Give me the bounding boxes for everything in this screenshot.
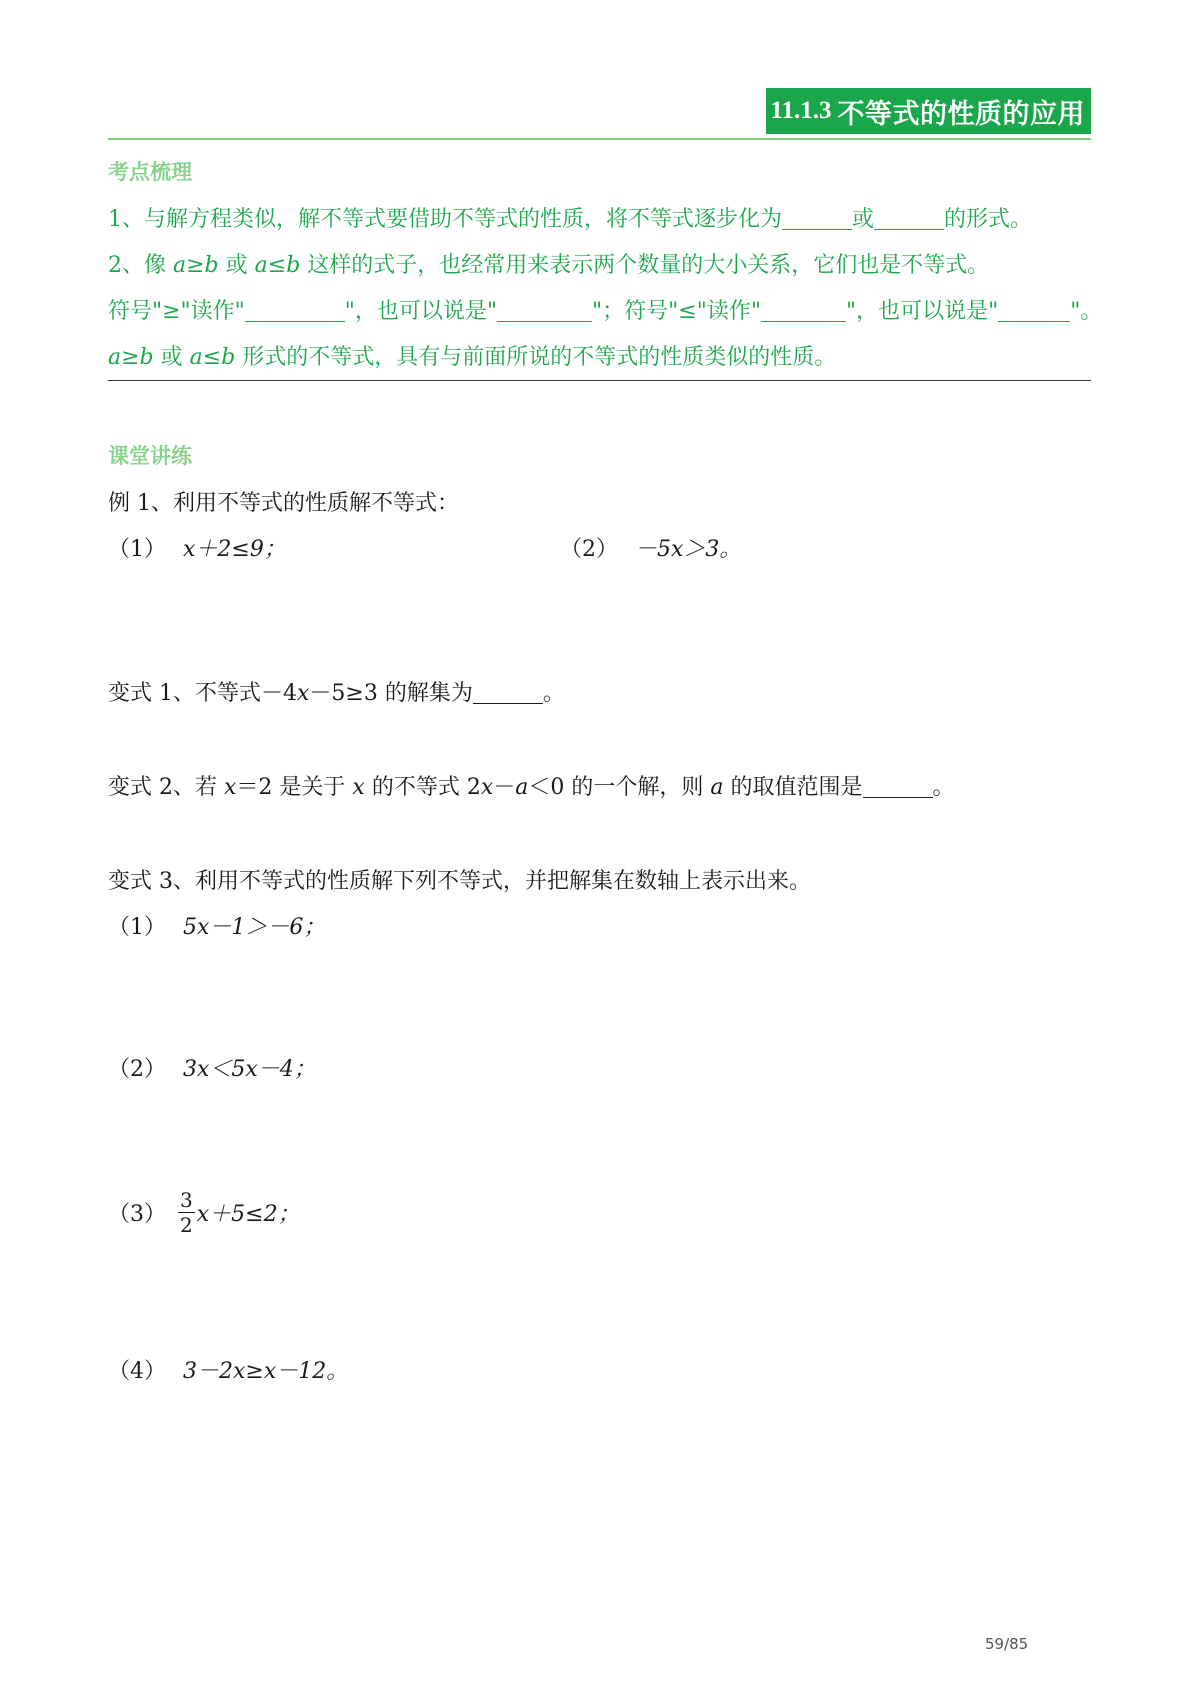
example-1-part-1 bbox=[108, 532, 286, 563]
point-line-3 bbox=[108, 294, 1102, 325]
point-4-text: 形式的不等式，具有与前面所说的不等式的性质类似的性质。 bbox=[242, 345, 837, 370]
example-1-part-2 bbox=[560, 532, 741, 563]
answer-blank bbox=[497, 297, 592, 322]
math-expression: 3x＜5x－4； bbox=[183, 1057, 316, 1082]
variant-2-text-2: ＝2 是关于 bbox=[236, 775, 346, 800]
variant-3-q2 bbox=[108, 1052, 316, 1083]
math-expression: 3－2x≥x－12。 bbox=[183, 1359, 349, 1384]
variant-2-text-4: ＜0 的一个解，则 bbox=[528, 775, 704, 800]
math-var-x: x bbox=[224, 775, 237, 800]
fraction-denominator: 2 bbox=[180, 1213, 193, 1237]
variant-3-q3 bbox=[108, 1190, 300, 1235]
section-heading-key-points: 考点梳理 bbox=[108, 160, 192, 184]
math-var-x: x bbox=[480, 775, 494, 800]
answer-blank bbox=[245, 297, 345, 322]
math-var-x: x bbox=[297, 681, 310, 706]
symbol-end: "。 bbox=[1070, 299, 1103, 324]
point-1-end: 的形式。 bbox=[944, 207, 1033, 232]
section-divider bbox=[108, 380, 1091, 381]
math-expression: x＋2≤9； bbox=[183, 537, 286, 562]
section-heading-classroom-practice: 课堂讲练 bbox=[108, 444, 192, 468]
answer-blank bbox=[782, 205, 852, 230]
symbol-le-read: "；符号"≤"读作" bbox=[592, 299, 761, 324]
answer-blank bbox=[874, 205, 944, 230]
answer-blank bbox=[863, 773, 933, 798]
part-label: （4） bbox=[108, 1359, 166, 1384]
point-4-or: 或 bbox=[160, 345, 183, 370]
math-a-ge-b: a≥b bbox=[173, 253, 219, 278]
variant-1 bbox=[108, 676, 565, 707]
point-1-or: 或 bbox=[852, 207, 875, 232]
point-2-or: 或 bbox=[225, 253, 248, 278]
variant-2-text-5: 的取值范围是 bbox=[730, 775, 863, 800]
variant-2-text-3: 的不等式 2 bbox=[371, 775, 481, 800]
point-2-text: 2、像 bbox=[108, 253, 166, 278]
part-label: （1） bbox=[108, 537, 166, 562]
variant-3-q4 bbox=[108, 1354, 348, 1385]
point-1-text: 1、与解方程类似，解不等式要借助不等式的性质，将不等式逐步化为 bbox=[108, 207, 782, 232]
part-label: （1） bbox=[108, 915, 166, 940]
symbol-ge-read: 符号"≥"读作" bbox=[108, 299, 245, 324]
math-var-a: a bbox=[710, 775, 724, 800]
math-minus: － bbox=[493, 775, 516, 800]
point-line-1 bbox=[108, 202, 1032, 233]
part-label: （3） bbox=[108, 1202, 166, 1227]
math-var-a: a bbox=[515, 775, 529, 800]
math-var-x: x bbox=[352, 775, 365, 800]
fraction-three-halves bbox=[178, 1190, 195, 1235]
answer-blank bbox=[473, 679, 543, 704]
page-number: 59/85 bbox=[985, 1635, 1029, 1653]
point-2-end: 这样的式子，也经常用来表示两个数量的大小关系，它们也是不等式。 bbox=[307, 253, 990, 278]
variant-2-text: 变式 2、若 bbox=[108, 775, 217, 800]
example-1-label: 例 1、利用不等式的性质解不等式： bbox=[108, 491, 459, 516]
symbol-ge-also: "，也可以说是" bbox=[344, 299, 498, 324]
title-banner bbox=[766, 88, 1091, 134]
math-a-ge-b: a≥b bbox=[108, 345, 154, 370]
title-number: 11.1.3 bbox=[770, 97, 832, 124]
point-line-4 bbox=[108, 340, 836, 371]
part-label: （2） bbox=[560, 537, 618, 562]
title-divider bbox=[108, 138, 1091, 140]
math-a-le-b: a≤b bbox=[254, 253, 301, 278]
answer-blank bbox=[998, 297, 1070, 322]
point-line-2 bbox=[108, 248, 989, 279]
math-expression: －5x＞3。 bbox=[635, 537, 742, 562]
math-expression: 5x－1＞－6； bbox=[183, 915, 326, 940]
variant-1-text-2: －5≥3 的解集为 bbox=[309, 681, 473, 706]
part-label: （2） bbox=[108, 1057, 166, 1082]
variant-1-end: 。 bbox=[542, 681, 565, 706]
variant-3-label: 变式 3、利用不等式的性质解下列不等式，并把解集在数轴上表示出来。 bbox=[108, 869, 811, 894]
variant-2 bbox=[108, 770, 955, 801]
variant-1-text: 变式 1、不等式－4 bbox=[108, 681, 297, 706]
symbol-le-also: "，也可以说是" bbox=[845, 299, 999, 324]
variant-3-q1 bbox=[108, 910, 325, 941]
fraction-numerator: 3 bbox=[180, 1188, 193, 1212]
title-text: 不等式的性质的应用 bbox=[837, 98, 1085, 130]
variant-2-end: 。 bbox=[932, 775, 955, 800]
math-a-le-b: a≤b bbox=[189, 345, 236, 370]
math-expression: x＋5≤2； bbox=[196, 1202, 300, 1227]
answer-blank bbox=[761, 297, 846, 322]
